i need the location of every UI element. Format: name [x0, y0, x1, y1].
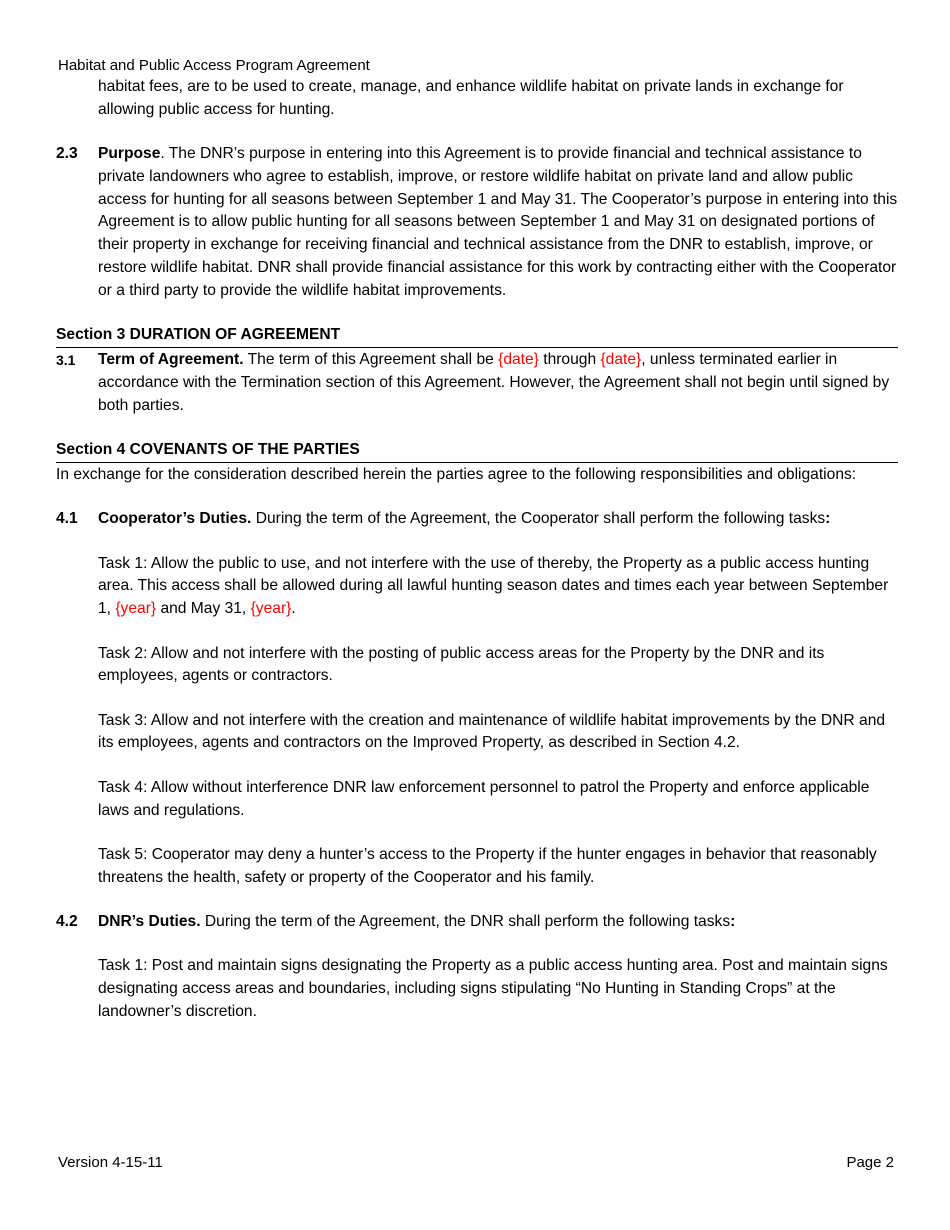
year-placeholder: {year} [115, 600, 157, 618]
section-4-heading: Section 4 COVENANTS OF THE PARTIES [56, 439, 898, 463]
clause-number: 4.1 [56, 510, 78, 528]
page-number: Page 2 [846, 1154, 894, 1171]
dnr-task-1: Task 1: Post and maintain signs designating the Property as a public access hunting area. Post and maintain signs designating access areas and boundaries, including signs stipulating “No Hunting in Standing Crops” at the landowner’s discretion. [98, 957, 888, 1020]
clause-heading: DNR’s Duties. [98, 912, 201, 930]
clause-4-1: 4.1 Cooperator’s Duties. During the term of the Agreement, the Cooperator shall perform the following tasks: [56, 508, 898, 531]
clause-heading: Term of Agreement. [98, 351, 244, 369]
clause-number: 2.3 [56, 145, 78, 163]
cooperator-task-4: Task 4: Allow without interference DNR law enforcement personnel to patrol the Property and enforce applicable laws and regulations. [98, 778, 870, 819]
version-label: Version 4-15-11 [58, 1154, 163, 1171]
clause-4-2: 4.2 DNR’s Duties. During the term of the Agreement, the DNR shall perform the following tasks: [56, 911, 898, 934]
date-placeholder: {date} [600, 351, 642, 369]
date-placeholder: {date} [498, 351, 539, 369]
cooperator-task-2: Task 2: Allow and not interfere with the posting of public access areas for the Property by the DNR and its employees, agents or contractors. [98, 644, 825, 685]
clause-number: 3.1 [56, 352, 76, 369]
cooperator-task-3: Task 3: Allow and not interfere with the creation and maintenance of wildlife habitat improvements by the DNR and its employees, agents and contractors on the Improved Property, as described in Section 4.2. [98, 711, 886, 752]
page-header: Habitat and Public Access Program Agreement [58, 57, 370, 74]
clause-text: . The DNR’s purpose in entering into this Agreement is to provide financial and technical assistance to private landowners who agree to establish, improve, or restore wildlife habitat on private land and allow public access for hunting for all seasons between September 1 and May 31. The Cooperator’s purpose in entering into this Agreement is to allow public hunting for all seasons between September 1 and May 31 on designated portions of their property in exchange for receiving financial and technical assistance from the DNR to establish, improve, or restore wildlife habitat. DNR shall provide financial assistance for this work by contracting either with the Cooperator or a third party to provide the wildlife habitat improvements. [98, 145, 898, 299]
clause-number: 4.2 [56, 912, 78, 930]
clause-heading: Purpose [98, 145, 161, 163]
intro-continuation: habitat fees, are to be used to create, manage, and enhance wildlife habitat on private lands in exchange for allowing public access for hunting. [98, 78, 844, 118]
document-body [56, 76, 898, 1024]
cooperator-task-1: Task 1: Allow the public to use, and not interfere with the use of thereby, the Property as a public access hunting area. This access shall be allowed during all lawful hunting season dates and times each year between September 1, {year} and May 31, {year}. [98, 554, 889, 618]
section-4-intro: In exchange for the consideration described herein the parties agree to the following responsibilities and obligations: [56, 466, 857, 484]
cooperator-task-5: Task 5: Cooperator may deny a hunter’s access to the Property if the hunter engages in behavior that reasonably threatens the health, safety or property of the Cooperator and his family. [98, 845, 877, 886]
clause-2-3 [56, 143, 898, 303]
year-placeholder: {year} [250, 600, 292, 618]
clause-3-1: 3.1 Term of Agreement. The term of this Agreement shall be {date} through {date}, unless terminated earlier in accordance with the Termination section of this Agreement. However, the Agreement shall not begin until signed by both parties. [56, 349, 898, 417]
clause-heading: Cooperator’s Duties. [98, 510, 252, 528]
section-3-heading: Section 3 DURATION OF AGREEMENT [56, 324, 898, 348]
